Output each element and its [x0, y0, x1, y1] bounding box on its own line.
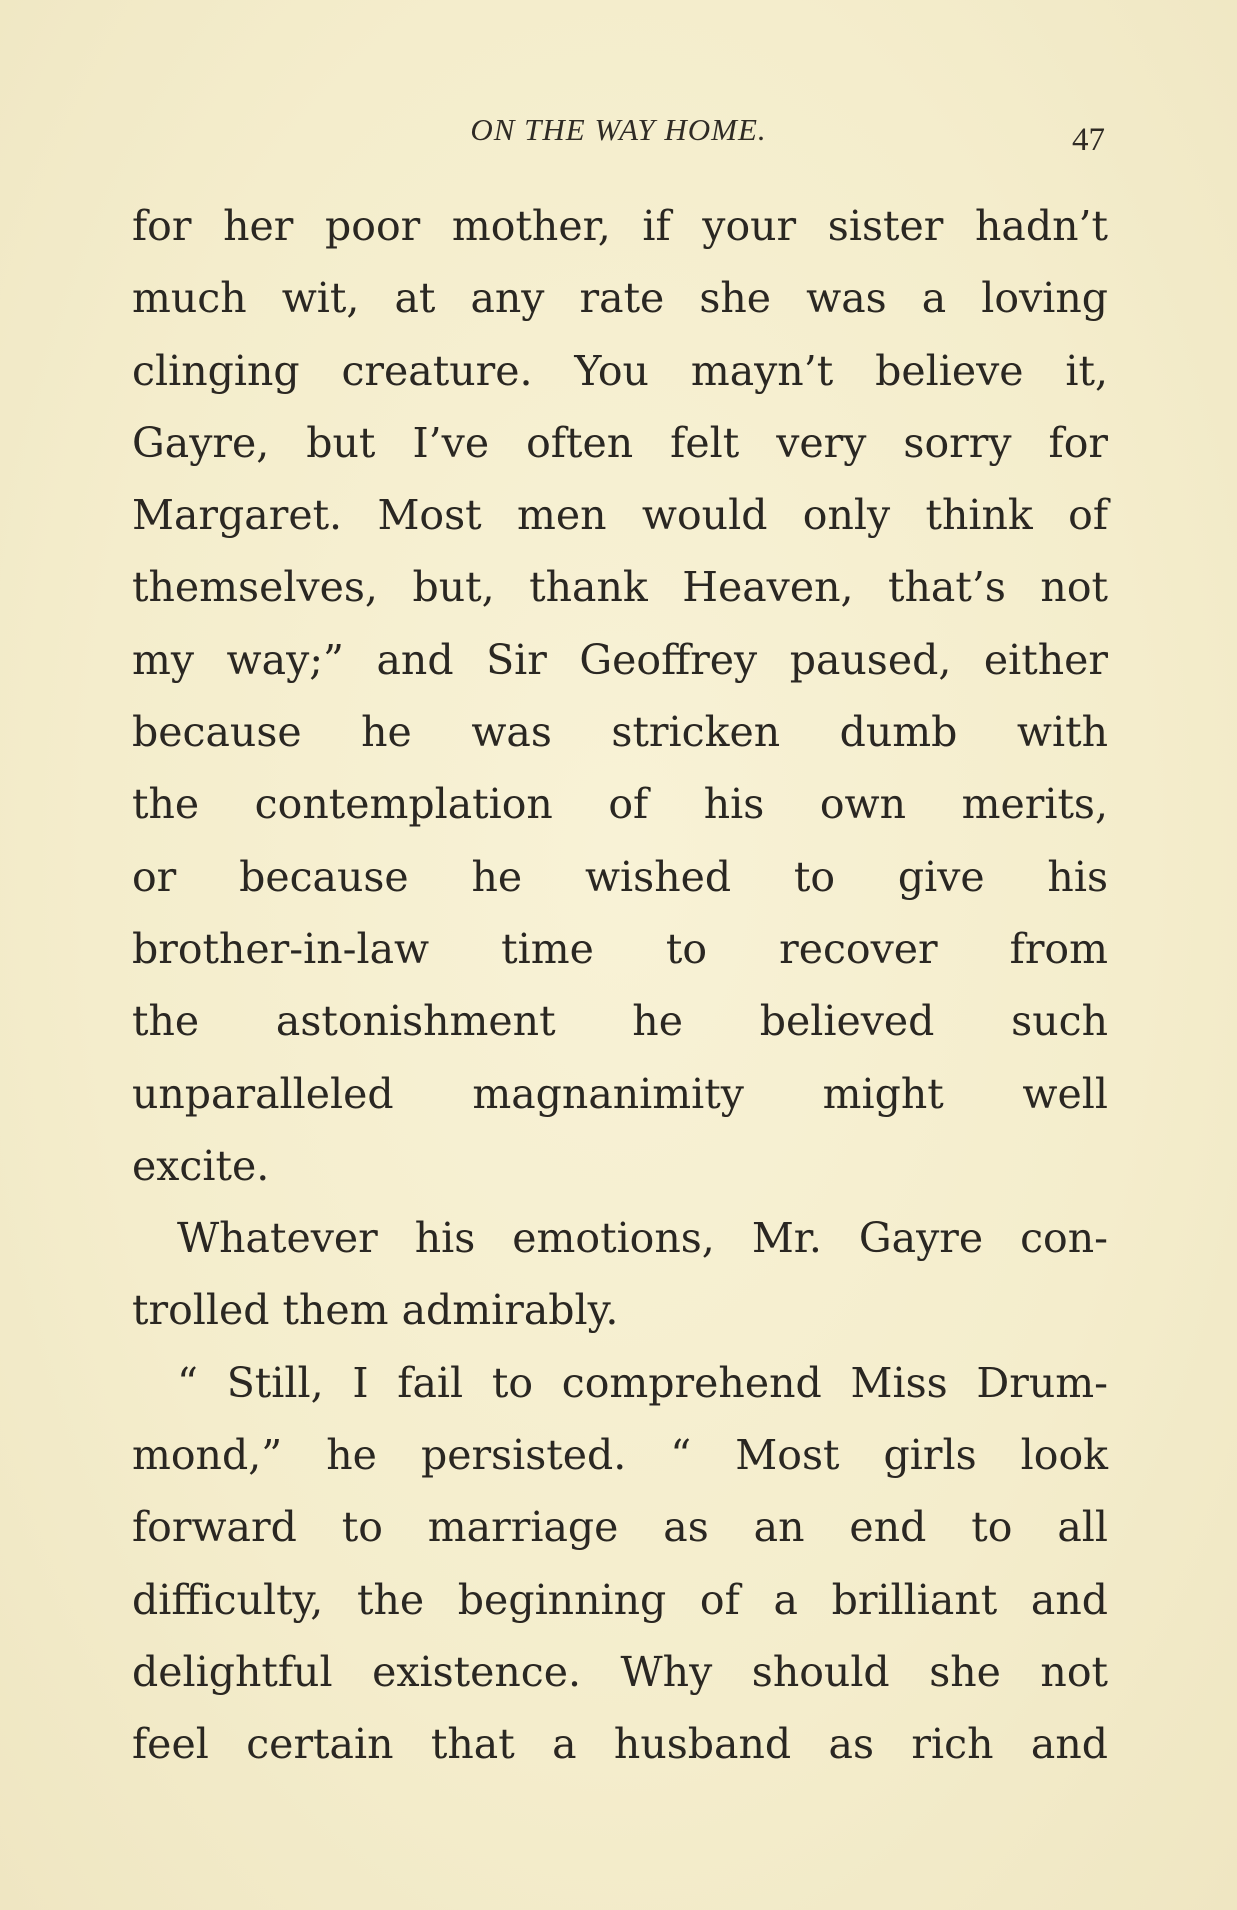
text-line: Margaret. Most men would only think of [132, 491, 1108, 540]
text-line: for her poor mother, if your sister hadn’t [132, 202, 1108, 250]
text-line: mond,” he persisted. “ Most girls look [132, 1431, 1108, 1480]
text-line: clinging creature. You mayn’t believe it, [132, 346, 1108, 395]
text-line: forward to marriage as an end to all [132, 1503, 1108, 1552]
text-line: themselves, but, thank Heaven, that’s not [132, 563, 1108, 612]
page-number: 47 [1072, 122, 1105, 158]
text-line: delightful existence. Why should she not [132, 1647, 1108, 1696]
text-line: or because he wished to give his [132, 852, 1108, 901]
body-text [132, 190, 1108, 1781]
text-line: feel certain that a husband as rich and [132, 1720, 1108, 1769]
paragraph-end-line: excite. [132, 1141, 270, 1190]
text-line: my way;” and Sir Geoffrey paused, either [132, 635, 1108, 684]
text-line: the astonishment he believed such [132, 997, 1108, 1046]
text-line: unparalleled magnanimity might well [132, 1069, 1108, 1118]
text-line: difficulty, the beginning of a brilliant and [132, 1575, 1108, 1624]
text-line: the contemplation of his own merits, [132, 780, 1108, 829]
paragraph-end-line: trolled them admirably. [132, 1286, 619, 1335]
text-line: much wit, at any rate she was a loving [132, 274, 1108, 323]
text-line: because he was stricken dumb with [132, 708, 1108, 757]
paragraph-start-line: Whatever his emotions, Mr. Gayre con- [177, 1214, 1108, 1263]
page-header [0, 112, 1237, 162]
text-line: brother-in-law time to recover from [132, 924, 1108, 973]
text-line: Gayre, but I’ve often felt very sorry for [132, 418, 1108, 467]
paragraph-start-line: “ Still, I fail to comprehend Miss Drum- [177, 1358, 1108, 1407]
running-title: ON THE WAY HOME. [470, 112, 767, 147]
